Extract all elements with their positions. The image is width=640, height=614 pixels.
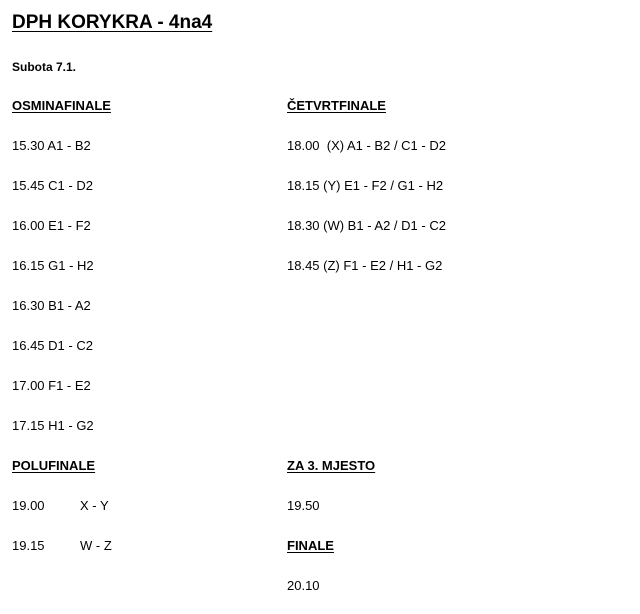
osminafinale-match: 15.30 A1 - B2	[12, 138, 91, 153]
osminafinale-match: 16.30 B1 - A2	[12, 298, 91, 313]
cetvrtfinale-match: 18.15 (Y) E1 - F2 / G1 - H2	[287, 178, 444, 193]
polufinale-heading: POLUFINALE	[12, 458, 96, 473]
za-3-mjesto-heading: ZA 3. MJESTO	[287, 458, 376, 473]
osminafinale-match: 16.00 E1 - F2	[12, 218, 91, 233]
osminafinale-match: 17.00 F1 - E2	[12, 378, 91, 393]
polufinale-time: 19.00	[12, 498, 45, 513]
cetvrtfinale-match: 18.30 (W) B1 - A2 / D1 - C2	[287, 218, 446, 233]
osminafinale-match: 17.15 H1 - G2	[12, 418, 94, 433]
osminafinale-match: 16.15 G1 - H2	[12, 258, 94, 273]
date-label: Subota 7.1.	[12, 60, 77, 74]
cetvrtfinale-match: 18.45 (Z) F1 - E2 / H1 - G2	[287, 258, 443, 273]
osminafinale-heading: OSMINAFINALE	[12, 98, 111, 113]
cetvrtfinale-heading: ČETVRTFINALE	[287, 98, 386, 113]
polufinale-pair: X - Y	[80, 498, 109, 513]
za-3-mjesto-time: 19.50	[287, 498, 320, 513]
cetvrtfinale-match: 18.00 (X) A1 - B2 / C1 - D2	[287, 138, 446, 153]
polufinale-time: 19.15	[12, 538, 45, 553]
polufinale-pair: W - Z	[80, 538, 112, 553]
finale-time: 20.10	[287, 578, 320, 593]
osminafinale-match: 15.45 C1 - D2	[12, 178, 93, 193]
finale-heading: FINALE	[287, 538, 334, 553]
page-title: DPH KORYKRA - 4na4	[12, 12, 213, 33]
osminafinale-match: 16.45 D1 - C2	[12, 338, 93, 353]
